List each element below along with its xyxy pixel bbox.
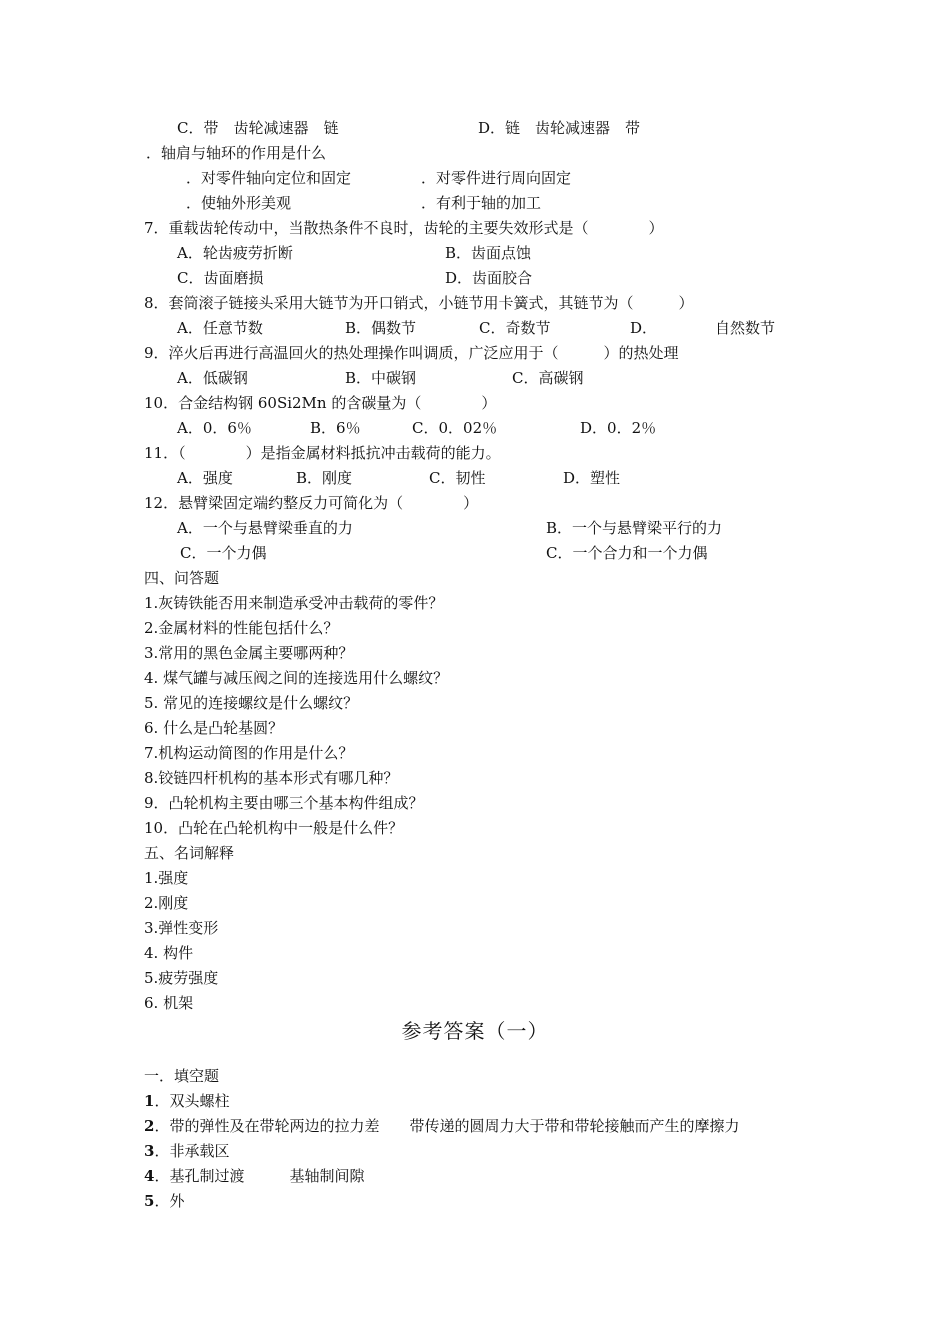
q12-option-c: C．一个力偶 — [180, 544, 267, 562]
q-shoulder-stem: ．轴肩与轴环的作用是什么 — [146, 144, 327, 162]
q8-option-d: 自然数节 — [715, 319, 776, 337]
q10-option-c: C．0．02％ — [412, 419, 498, 437]
answers-section1-heading: 一．填空题 — [144, 1067, 220, 1085]
q6-option-c: C．带 齿轮减速器 链 — [177, 119, 339, 137]
answer-number: 3 — [144, 1142, 155, 1160]
section4-item: 2.金属材料的性能包括什么？ — [144, 619, 339, 637]
q12-option-b: B．一个与悬臂梁平行的力 — [546, 519, 723, 537]
q-shoulder-option-b: ．对零件进行周向固定 — [421, 169, 572, 187]
q10-option-b: B．6％ — [310, 419, 361, 437]
answer-text: ．基孔制过渡 基轴制间隙 — [154, 1167, 365, 1185]
section4-item: 5. 常见的连接螺纹是什么螺纹？ — [144, 694, 359, 712]
section4-item: 7.机构运动简图的作用是什么？ — [144, 744, 354, 762]
answer-item — [144, 1166, 364, 1186]
answer-text: ．外 — [154, 1192, 185, 1210]
q7-option-b: B．齿面点蚀 — [445, 244, 532, 262]
answer-number: 2 — [144, 1117, 155, 1135]
section4-item: 6. 什么是凸轮基圆？ — [144, 719, 284, 737]
q10-option-a: A．0．6％ — [177, 419, 252, 437]
q9-option-c: C．高碳钢 — [512, 369, 584, 387]
answer-number: 1 — [144, 1092, 155, 1110]
section4-item: 9．凸轮机构主要由哪三个基本构件组成？ — [144, 794, 424, 812]
q11-option-b: B．刚度 — [296, 469, 353, 487]
q8-stem: 8．套筒滚子链接头采用大链节为开口销式，小链节用卡簧式，其链节为（ ） — [144, 294, 694, 312]
section4-item: 3.常用的黑色金属主要哪两种？ — [144, 644, 354, 662]
section4-heading: 四、问答题 — [144, 569, 220, 587]
q9-option-b: B．中碳钢 — [345, 369, 417, 387]
answer-text: ．双头螺柱 — [154, 1092, 230, 1110]
section4-item: 4. 煤气罐与减压阀之间的连接选用什么螺纹？ — [144, 669, 449, 687]
q10-option-d: D．0．2％ — [580, 419, 657, 437]
section5-item: 3.弹性变形 — [144, 919, 219, 937]
q9-option-a: A．低碳钢 — [177, 369, 248, 387]
q-shoulder-option-c: ．使轴外形美观 — [186, 194, 292, 212]
section5-item: 4. 构件 — [144, 944, 194, 962]
section4-item: 10．凸轮在凸轮机构中一般是什么件？ — [144, 819, 404, 837]
q7-stem: 7．重载齿轮传动中，当散热条件不良时，齿轮的主要失效形式是（ ） — [144, 219, 664, 237]
q-shoulder-option-d: ．有利于轴的加工 — [421, 194, 542, 212]
q8-option-d-letter: D． — [630, 319, 658, 337]
section5-item: 1.强度 — [144, 869, 189, 887]
q10-stem: 10．合金结构钢 60Si2Mn 的含碳量为（ ） — [144, 394, 497, 412]
q9-stem: 9．淬火后再进行高温回火的热处理操作叫调质，广泛应用于（ ）的热处理 — [144, 344, 679, 362]
section4-item: 1.灰铸铁能否用来制造承受冲击载荷的零件？ — [144, 594, 444, 612]
q11-option-a: A．强度 — [177, 469, 233, 487]
q7-option-a: A．轮齿疲劳折断 — [177, 244, 293, 262]
q7-option-c: C．齿面磨损 — [177, 269, 264, 287]
q7-option-d: D．齿面胶合 — [445, 269, 533, 287]
answer-item — [144, 1091, 229, 1111]
q11-stem: 11．（ ）是指金属材料抵抗冲击载荷的能力。 — [144, 444, 501, 462]
answer-item — [144, 1191, 184, 1211]
q8-option-c: C．奇数节 — [479, 319, 551, 337]
answer-item — [144, 1116, 739, 1136]
section5-item: 6. 机架 — [144, 994, 194, 1012]
q6-option-d: D．链 齿轮减速器 带 — [478, 119, 641, 137]
answer-item — [144, 1141, 229, 1161]
q8-option-b: B．偶数节 — [345, 319, 417, 337]
q11-option-c: C．韧性 — [429, 469, 486, 487]
section5-item: 2.刚度 — [144, 894, 189, 912]
answer-number: 5 — [144, 1192, 155, 1210]
answer-number: 4 — [144, 1167, 155, 1185]
answers-title: 参考答案（一） — [401, 1019, 549, 1043]
q12-stem: 12．悬臂梁固定端约整反力可简化为（ ） — [144, 494, 479, 512]
answer-text: ．非承载区 — [154, 1142, 230, 1160]
q8-option-a: A．任意节数 — [177, 319, 263, 337]
q11-option-d: D．塑性 — [563, 469, 621, 487]
section5-heading: 五、名词解释 — [144, 844, 235, 862]
q12-option-d: C．一个合力和一个力偶 — [546, 544, 708, 562]
q-shoulder-option-a: ．对零件轴向定位和固定 — [186, 169, 352, 187]
answer-text: ．带的弹性及在带轮两边的拉力差 带传递的圆周力大于带和带轮接触而产生的摩擦力 — [154, 1117, 740, 1135]
section5-item: 5.疲劳强度 — [144, 969, 219, 987]
section4-item: 8.铰链四杆机构的基本形式有哪几种？ — [144, 769, 399, 787]
q12-option-a: A．一个与悬臂梁垂直的力 — [177, 519, 353, 537]
